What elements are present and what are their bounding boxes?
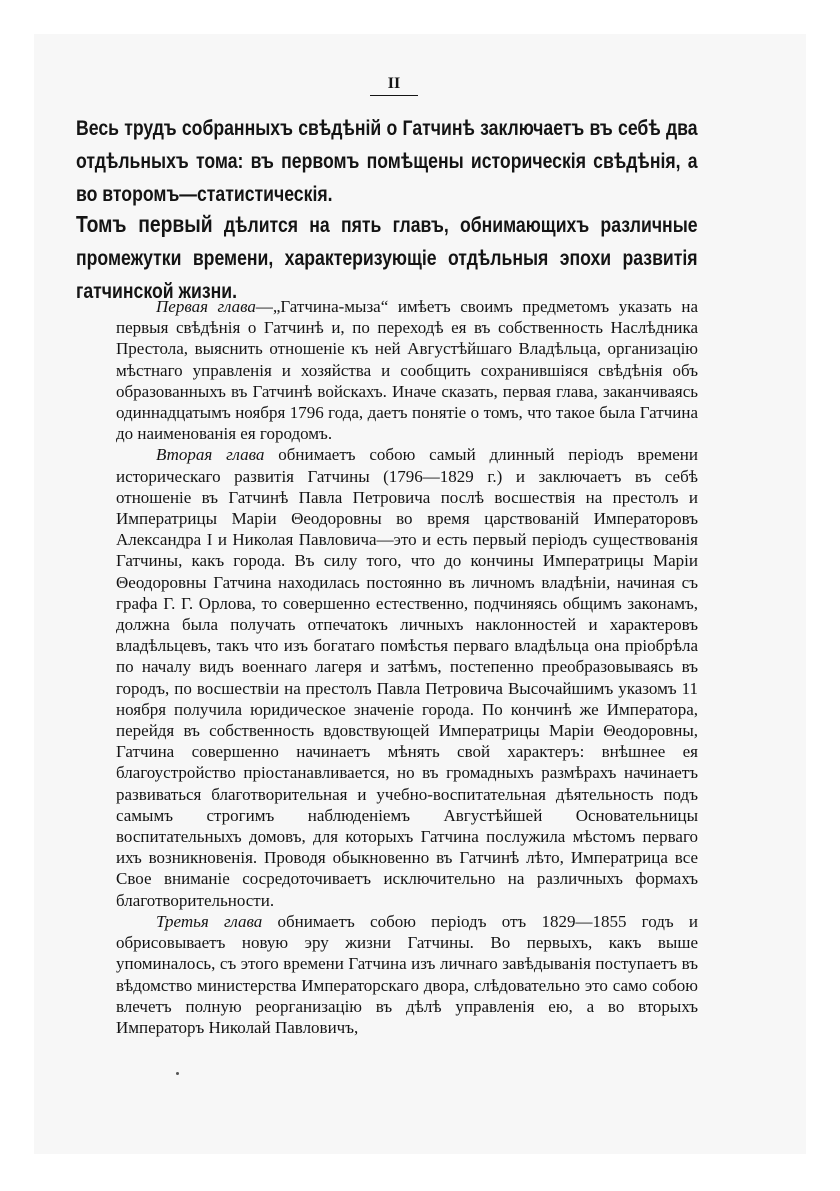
chapter-title-third: Третья глава — [156, 911, 263, 931]
ink-speck — [176, 1072, 179, 1075]
chapter-paragraph-second — [116, 444, 698, 910]
chapter-paragraph-third — [116, 911, 698, 1038]
volume-one-heading: Томъ первый — [76, 211, 213, 237]
chapter-descriptions — [116, 296, 698, 1038]
chapter-text-first: —„Гатчина-мыза“ имѣетъ своимъ предметомъ указать на первыя свѣдѣнiя о Гатчинѣ и, по переходѣ ея въ собственность Наслѣдника Престола, выяснить отношенiе къ ней Августѣйшаго Владѣльца, организацiю мѣстнаго управленiя и хозяйства и сообщить сохранившiяся свѣдѣнiя объ образованныхъ въ Гатчинѣ войскахъ. Иначе сказать, первая глава, заканчиваясь одиннадцатымъ ноября 1796 года, даетъ понятiе о томъ, что такое была Гатчина до наименованiя ея городомъ. — [116, 297, 699, 444]
intro-paragraph-first-volume — [76, 208, 698, 308]
chapter-title-first: Первая глава — [156, 297, 256, 316]
chapter-text-second: обнимаетъ собою самый длинный перiодъ времени историческаго развитiя Гатчины (1796—1829 г.) и заключаетъ въ себѣ отношенiе въ Гатчинѣ Павла Петровича послѣ восшествiя на престолъ и Императрицы Марiи Θеодоровны во время царствованiй Императоровъ Александра I и Николая Павловича—это и есть первый перiодъ существованiя Гатчины, какъ города. Въ силу того, что до кончины Императрицы Марiи Θеодоровны Гатчина находилась постоянно въ личномъ владѣнiи, начиная съ графа Г. Г. Орлова, то совершенно естественно, подчиняясь общимъ законамъ, должна была получать отпечатокъ личныхъ наклонностей и характеровъ владѣльцевъ, такъ что изъ богатаго помѣстья перваго владѣльца она прiобрѣла по началу видъ военнаго лагеря и затѣмъ, постепенно преобразовываясь въ городъ, по восшествiи на престолъ Павла Петровича Высочайшимъ указомъ 11 ноября получила юридическое значенiе города. По кончинѣ же Императора, перейдя въ собственность вдовствующей Императрицы Марiи Θеодоровны, Гатчина совершенно начинаетъ мѣнять свой характеръ: внѣшнее ея благоустройство прiостанавливается, но въ громадныхъ размѣрахъ начинаетъ развиваться благотворительная и учебно-воспитательная дѣятельность подъ самымъ строгимъ наблюденiемъ Августѣйшей Основательницы воспитательныхъ домовъ, для которыхъ Гатчина послужила мѣстомъ перваго ихъ возникновенiя. Проводя обыкновенно въ Гатчинѣ лѣто, Императрица все Свое вниманiе сосредоточиваетъ исключительно на различныхъ формахъ благотворительности. — [116, 445, 699, 910]
chapter-paragraph-first — [116, 296, 698, 444]
chapter-text-third: обнимаетъ собою перiодъ отъ 1829—1855 годъ и обрисовываетъ новую эру жизни Гатчины. Во первыхъ, какъ выше упоминалось, съ этого времени Гатчина изъ личнаго завѣдыванiя поступаетъ въ вѣдомство министерства Императорскаго двора, слѣдовательно это само собою влечетъ полную реорганизацiю въ дѣлѣ управленiя ею, а во вторыхъ Императоръ Николай Павловичъ, — [116, 911, 698, 1037]
chapter-title-second: Вторая глава — [156, 445, 265, 465]
page-number-underline — [370, 95, 418, 96]
page-number: II — [387, 75, 401, 92]
intro-paragraph-volumes: Весь трудъ собранныхъ свѣдѣнiй о Гатчинѣ заключаетъ въ себѣ два отдѣльныхъ тома: въ первомъ помѣщены историческiя свѣдѣнiя, а во второмъ—статистическiя. — [76, 117, 698, 206]
volume-one-description: дѣлится на пять главъ, обнимающихъ различные промежутки времени, характеризующiе отдѣльныя эпохи развитiя гатчинской жизни. — [76, 214, 698, 303]
